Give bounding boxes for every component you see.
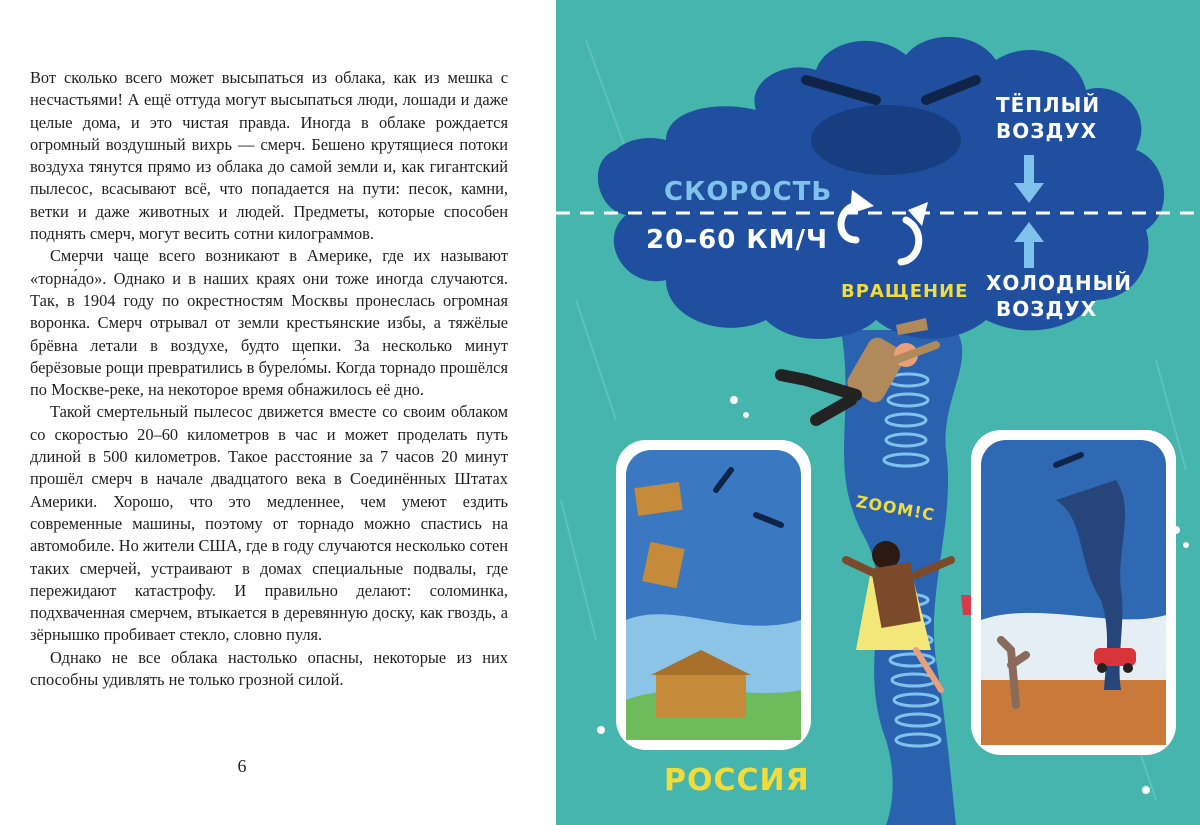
usa-window: [971, 430, 1176, 755]
paragraph-1: Вот сколько всего может высыпаться из облака, как из мешка с несчастьями! А ещё оттуда могут высыпаться люди, лошади и даже целые дома, и это чистая правда. Иногда в облаке рождается огромный воздушный вихрь — смерч. Бешено крутящиеся потоки воздуха тянутся прямо из облака до самой земли и, как гигантский пылесос, всасывают всё, что попадается на пути: песок, камни, ветки и даже животных и людей. Предметы, которые способен поднять смерч, могут весить сотни килограммов.: [30, 68, 508, 244]
cold-air-label-line2: ВОЗДУХ: [996, 297, 1098, 321]
warm-air-label-line1: ТЁПЛЫЙ: [996, 93, 1101, 117]
cold-air-label-line1: ХОЛОДНЫЙ: [986, 271, 1133, 295]
russia-label: РОССИЯ: [664, 763, 810, 798]
zoom-sound-label: ZOOM!C: [854, 491, 937, 525]
paragraph-4: Однако не все облака настолько опасны, некоторые из них способны удивлять не только грозной силой.: [30, 647, 508, 690]
cold-air-arrow-shaft: [1024, 240, 1034, 268]
speed-label-line1: СКОРОСТЬ: [664, 177, 833, 207]
paragraph-3: Такой смертельный пылесос движется вместе со своим облаком со скоростью 20–60 километров в час и может проделать путь длиной в 500 километров. Такое расстояние за 7 часов 20 минут прошёл смерч в начале двадцатого века в Соединённых Штатах Америки. Хорошо, что это медленнее, чем умеют ездить современные машины, поэтому от торнадо можно спастись на автомобиле. Но жители США, где в году случаются несколько сотен таких смерчей, устраивают в домах специальные подвалы, где пережидают катастрофу. И правильно делают: соломинка, подхваченная смерчем, втыкается в деревянную доску, как гвоздь, а зёрнышко пробивает стекло, словно пуля.: [30, 402, 508, 645]
body-text: [30, 67, 508, 691]
paragraph-2: Смерчи чаще всего возникают в Америке, где их называют «торна́до». Однако и в наших краях они тоже иногда случаются. Так, в 1904 году по окрестностям Москвы пронеслась огромная воронка. Смерч отрывал от земли крестьянские избы, а тяжёлые брёвна летали в воздухе, будто щепки. За несколько минут берёзовые рощи превратились в бурело́мы. Когда торнадо прошёлся по Москве-реке, на некоторое время обнажилось её дно.: [30, 246, 508, 400]
warm-air-label-line2: ВОЗДУХ: [996, 119, 1098, 143]
rotation-label: ВРАЩЕНИЕ: [841, 281, 969, 302]
page-number: 6: [237, 756, 247, 776]
left-page: [0, 0, 556, 825]
illustration-page: [556, 0, 1200, 825]
speed-label-line2: 20–60 КМ/Ч: [646, 225, 829, 255]
tornado-illustration: [556, 0, 1200, 825]
russia-window: [616, 440, 811, 750]
warm-air-arrow-shaft: [1024, 155, 1034, 185]
cloud-nose: [811, 105, 961, 175]
